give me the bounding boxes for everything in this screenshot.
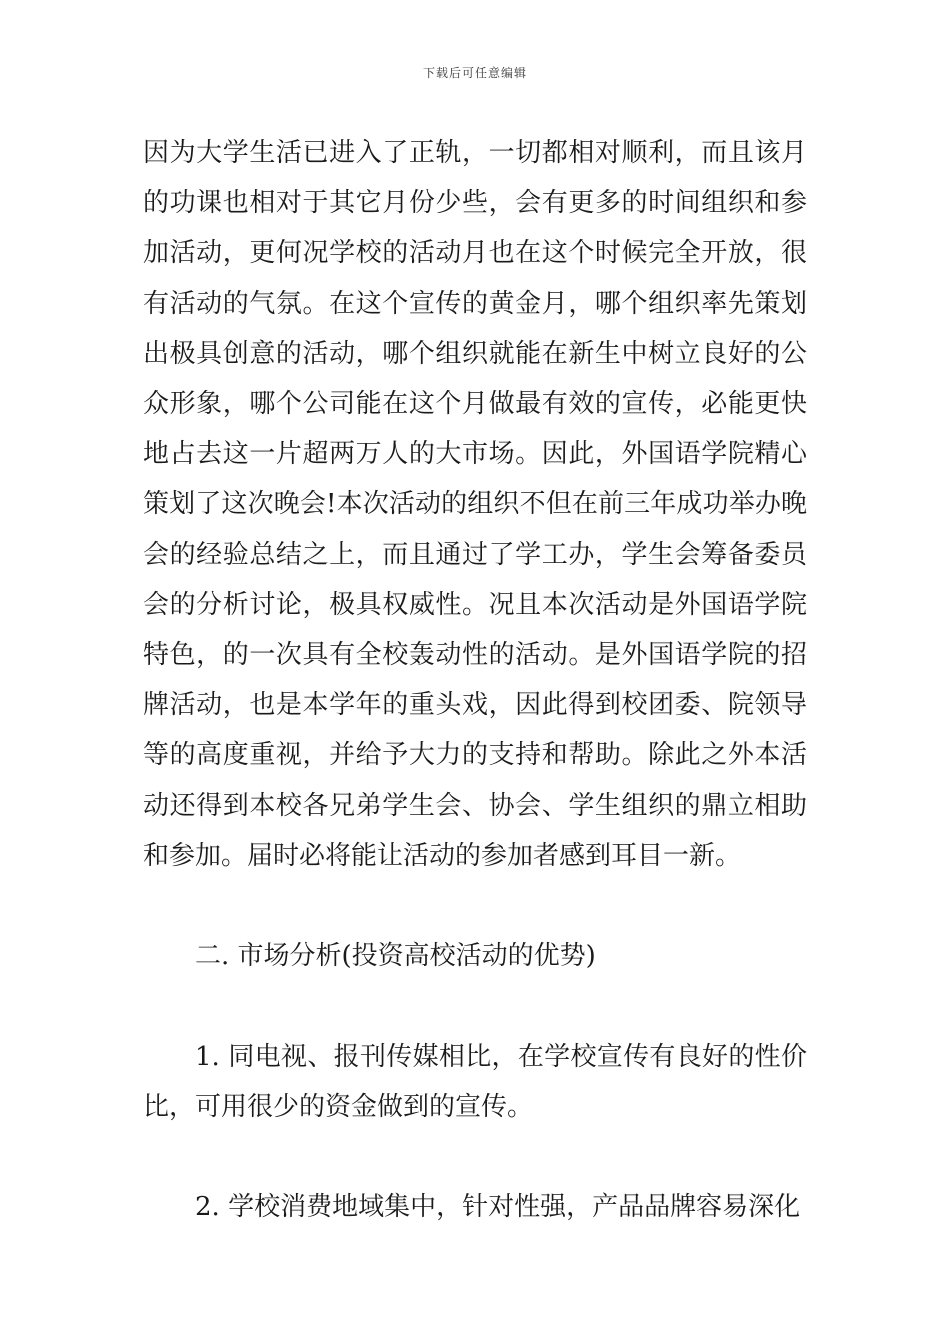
document-body xyxy=(143,128,807,1232)
section-heading: 二. 市场分析(投资高校活动的优势) xyxy=(195,941,596,972)
list-item: 1. 同电视、报刊传媒相比，在学校宣传有良好的性价比，可用很少的资金做到的宣传。 xyxy=(143,1041,807,1122)
paragraph-spacer xyxy=(143,881,807,931)
page-header-note: 下载后可任意编辑 xyxy=(422,66,527,80)
list-item: 2. 学校消费地域集中，针对性强，产品品牌容易深化 xyxy=(195,1192,801,1223)
paragraph-spacer xyxy=(143,981,807,1031)
paragraph-spacer xyxy=(143,1132,807,1182)
body-paragraph: 因为大学生活已进入了正轨，一切都相对顺利，而且该月的功课也相对于其它月份少些，会有更多的时间组织和参加活动，更何况学校的活动月也在这个时候完全开放，很有活动的气氛。在这个宣传的黄金月，哪个组织率先策划出极具创意的活动，哪个组织就能在新生中树立良好的公众形象，哪个公司能在这个月做最有效的宣传，必能更快地占去这一片超两万人的大市场。因此，外国语学院精心策划了这次晚会!本次活动的组织不但在前三年成功举办晚会的经验总结之上，而且通过了学工办，学生会筹备委员会的分析讨论，极具权威性。况且本次活动是外国语学院特色，的一次具有全校轰动性的活动。是外国语学院的招牌活动，也是本学年的重头戏，因此得到校团委、院领导等的高度重视，并给予大力的支持和帮助。除此之外本活动还得到本校各兄弟学生会、协会、学生组织的鼎立相助和参加。届时必将能让活动的参加者感到耳目一新。 xyxy=(143,138,807,871)
